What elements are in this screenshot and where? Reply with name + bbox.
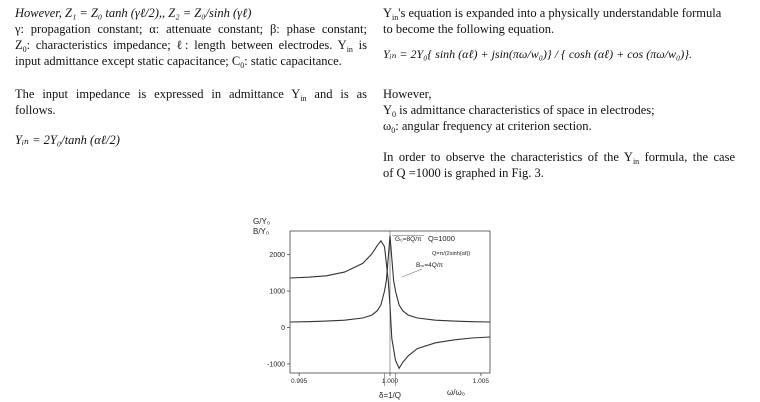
annotation-alpha-l: Q=π/(2sinh(αℓ)) [432,251,471,257]
text-line: to become the following equation. [383,22,555,36]
text-line: However, Z₁ = Z₀ tanh (γℓ/2),, Z₂ = Z₀/sinh (γℓ) [15,6,252,20]
figure-3-chart [250,214,512,400]
formula-yin-expanded: Yᵢₙ = 2Y₀{ sinh (αℓ) + jsin(πω/w₀)} / { cosh (αℓ) + cos (πω/w₀)}. [383,47,692,61]
x-tick-label: 1.000 [381,378,399,385]
text-line: γ: propagation constant; α: attenuate constant; β: phase constant; [15,22,367,36]
text-line: follows. [15,103,56,117]
annotation-delta: δ=1/Q [378,391,402,400]
y-axis-title-b: B/Y₀ [253,227,270,236]
text-line: $Y_{in}'s$ equation is expanded into a physically understandable formula [383,6,722,22]
annotation-q-value: Q=1000 [428,234,455,243]
y-tick-label: 1000 [269,288,285,296]
y-tick-label: 2000 [269,252,285,260]
text-line: of Q =1000 is graphed in Fig. 3. [383,166,544,180]
formula-yin-tanh: Yᵢₙ = 2Y₀/tanh (αℓ/2) [15,133,120,147]
x-tick-label: 0.995 [290,378,308,385]
x-axis-title: ω/ω₀ [446,388,466,397]
y-tick-label: -1000 [267,361,285,369]
text-line: The input impedance is expressed in admittance $Y_{in}$ and is as [15,87,367,103]
annotation-g-peak: G₀=8Q/π [395,236,422,243]
text-line: $Z_0$: characteristics impedance; ℓ: length between electrodes. $Y_{in}$ is [15,38,367,54]
y-tick-label: 0 [281,324,285,332]
text-line: input admittance except static capacitance; $C_0$: static capacitance. [15,54,342,70]
x-tick-label: 1.005 [472,378,490,385]
y-axis-title-g: G/Y₀ [253,217,271,226]
annotation-b-max: Bₘ=4Q/π [416,262,444,269]
text-line: $\omega_0$: angular frequency at criterion section. [383,119,592,135]
text-line: In order to observe the characteristics of the $Y_{in}$ formula, the case [383,150,735,166]
text-line: $Y_0$ is admittance characteristics of space in electrodes; [383,103,655,119]
text-line: However, [383,87,432,101]
